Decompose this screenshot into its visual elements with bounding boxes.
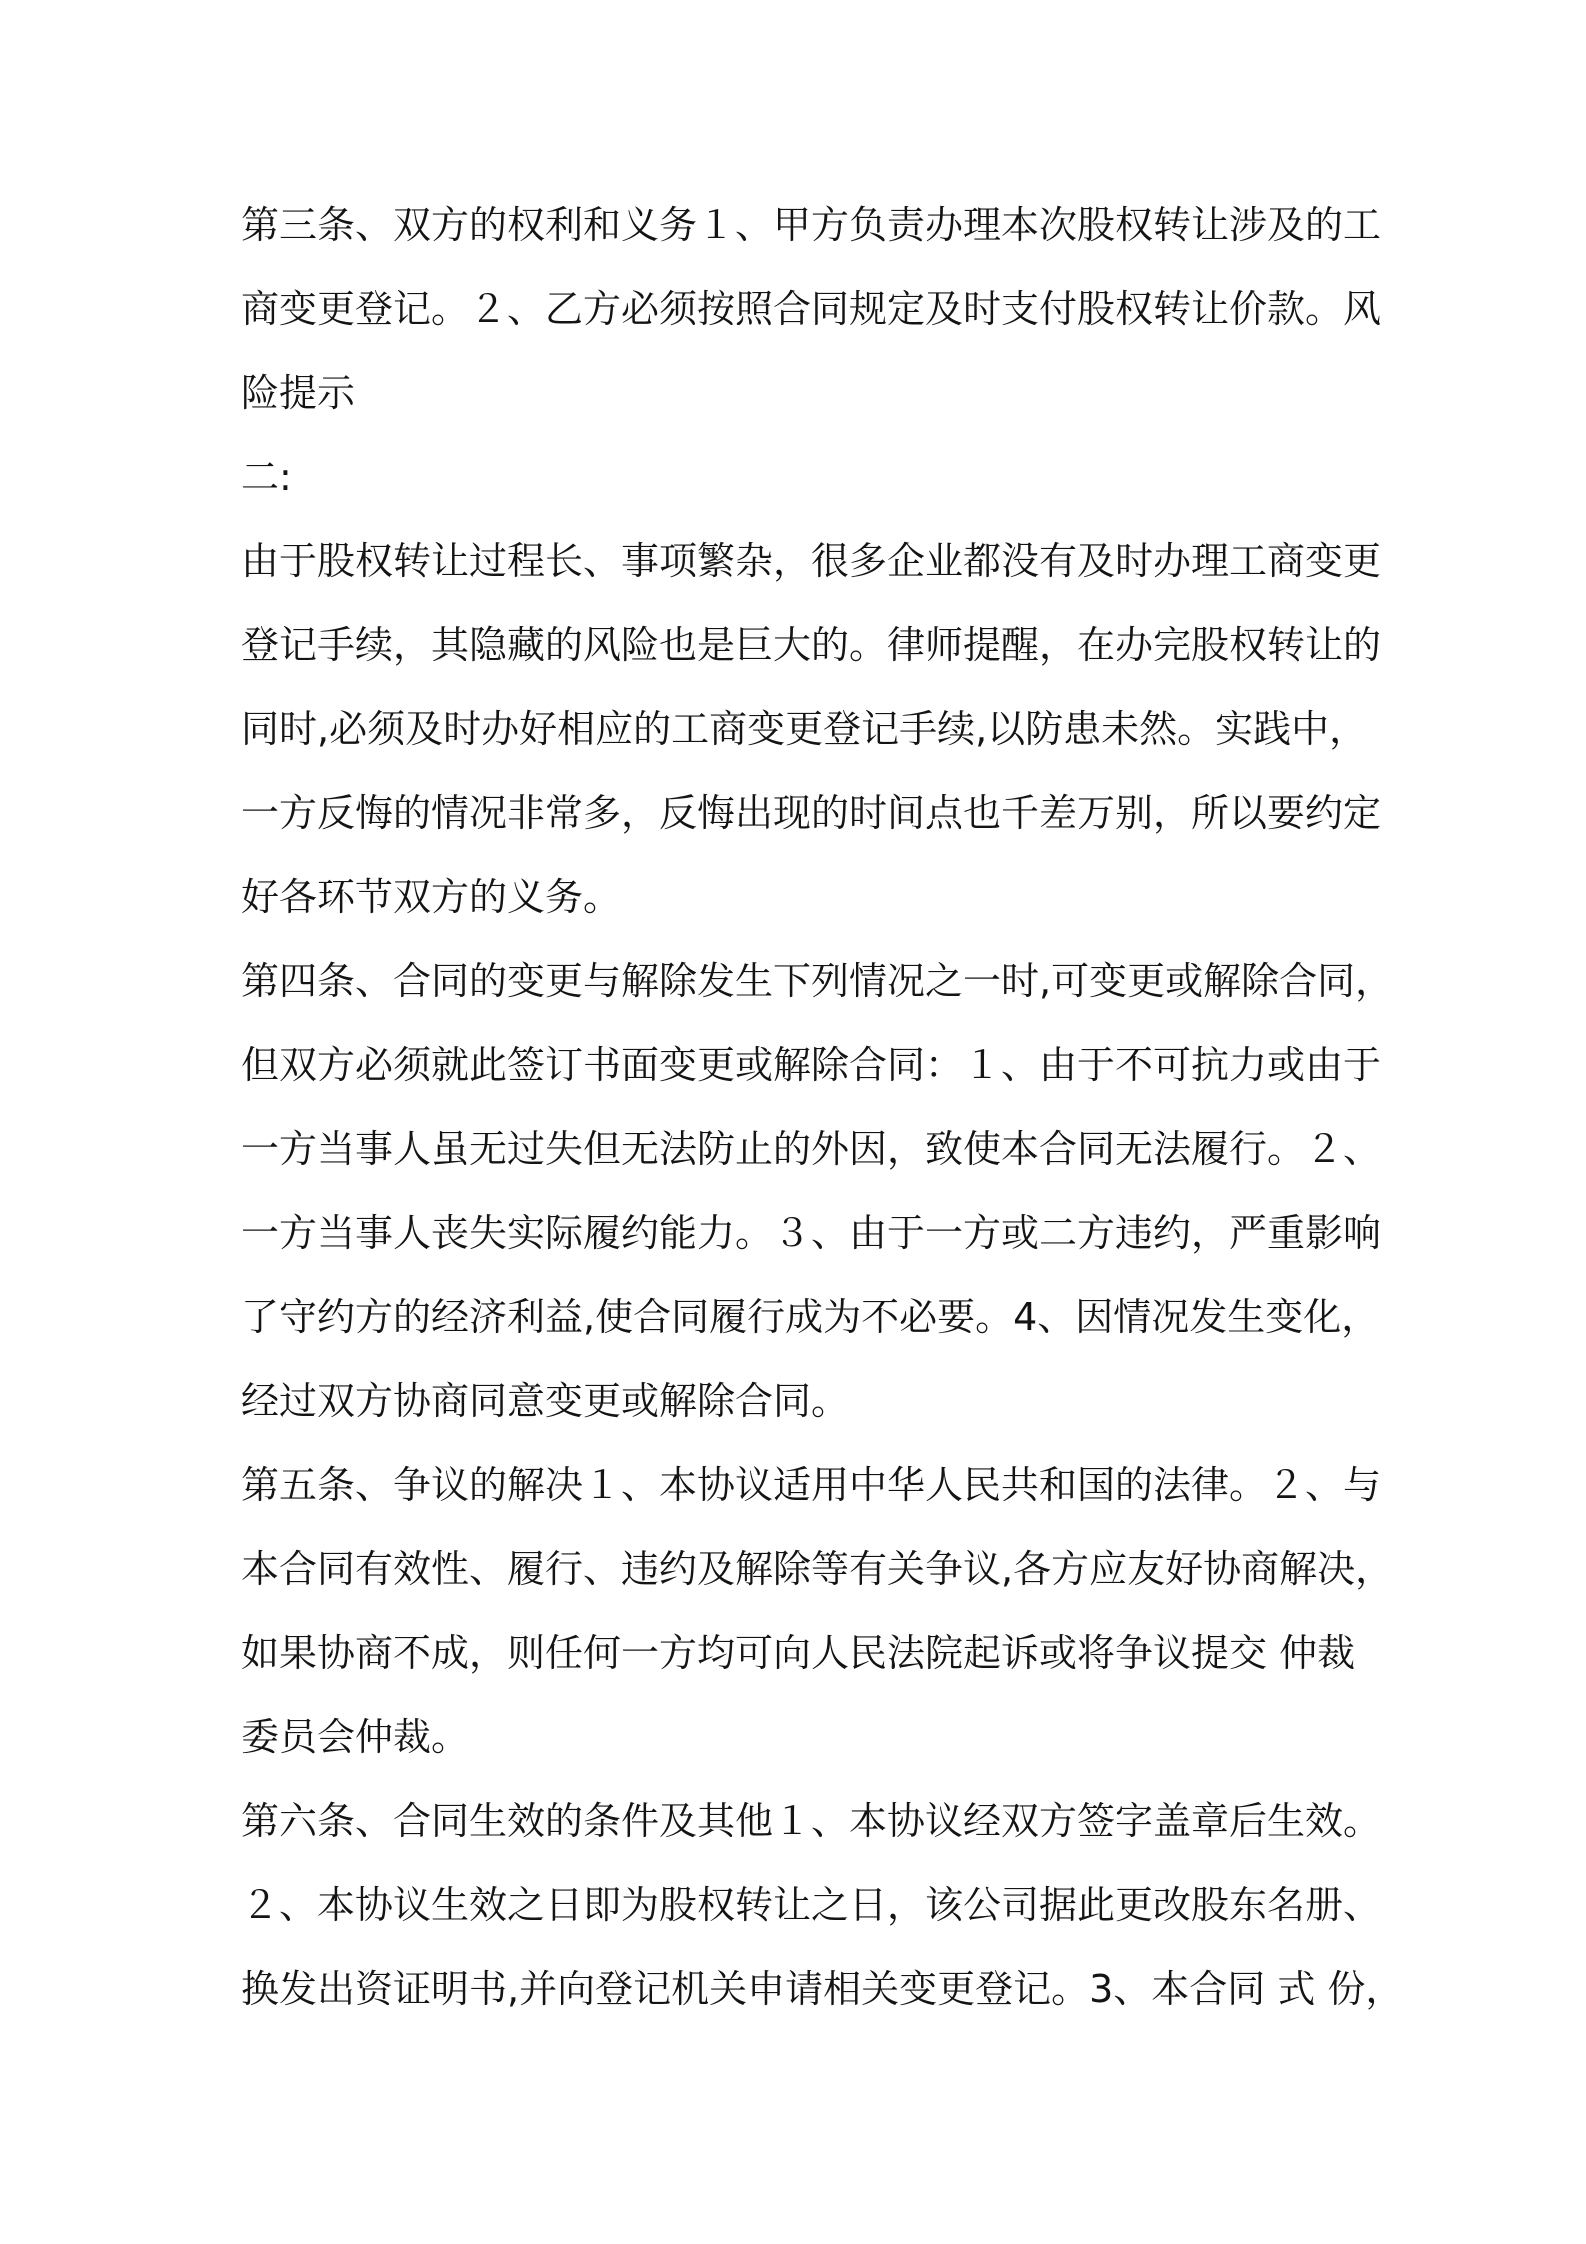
text-line: 第三条、双方的权利和义务１、甲方负责办理本次股权转让涉及的工 (241, 203, 1382, 247)
text-line: ２、本协议生效之日即为股权转让之日，该公司据此更改股东名册、 (241, 1883, 1382, 1927)
text-line: 了守约方的经济利益,使合同履行成为不必要。4、因情况发生变化， (241, 1295, 1380, 1339)
text-line: 本合同有效性、履行、违约及解除等有关争议,各方应友好协商解决， (241, 1547, 1394, 1591)
text-line: 第四条、合同的变更与解除发生下列情况之一时,可变更或解除合同， (241, 959, 1394, 1003)
document-body (241, 183, 1404, 2031)
text-line: 由于股权转让过程长、事项繁杂，很多企业都没有及时办理工商变更 (241, 539, 1382, 583)
text-line: 换发出资证明书,并向登记机关申请相关变更登记。3、本合同 式 份， (241, 1967, 1404, 2011)
text-line: 如果协商不成，则任何一方均可向人民法院起诉或将争议提交 仲裁 (241, 1631, 1356, 1675)
text-line: 同时,必须及时办好相应的工商变更登记手续,以防患未然。实践中， (241, 707, 1368, 751)
text-line: 一方当事人丧失实际履约能力。３、由于一方或二方违约，严重影响 (241, 1211, 1382, 1255)
text-line: 险提示 (241, 371, 356, 415)
text-line: 第五条、争议的解决１、本协议适用中华人民共和国的法律。２、与 (241, 1463, 1382, 1507)
section-heading: 二: (241, 455, 292, 499)
text-line: 第六条、合同生效的条件及其他１、本协议经双方签字盖章后生效。 (241, 1799, 1382, 1843)
text-line: 委员会仲裁。 (241, 1715, 470, 1759)
text-line: 好各环节双方的义务。 (241, 875, 622, 919)
text-line: 但双方必须就此签订书面变更或解除合同：１、由于不可抗力或由于 (241, 1043, 1382, 1087)
text-line: 登记手续，其隐藏的风险也是巨大的。律师提醒，在办完股权转让的 (241, 623, 1382, 667)
text-line: 经过双方协商同意变更或解除合同。 (241, 1379, 850, 1423)
text-line: 一方反悔的情况非常多，反悔出现的时间点也千差万别，所以要约定 (241, 791, 1382, 835)
text-line: 一方当事人虽无过失但无法防止的外因，致使本合同无法履行。２、 (241, 1127, 1382, 1171)
text-line: 商变更登记。２、乙方必须按照合同规定及时支付股权转让价款。风 (241, 287, 1382, 331)
